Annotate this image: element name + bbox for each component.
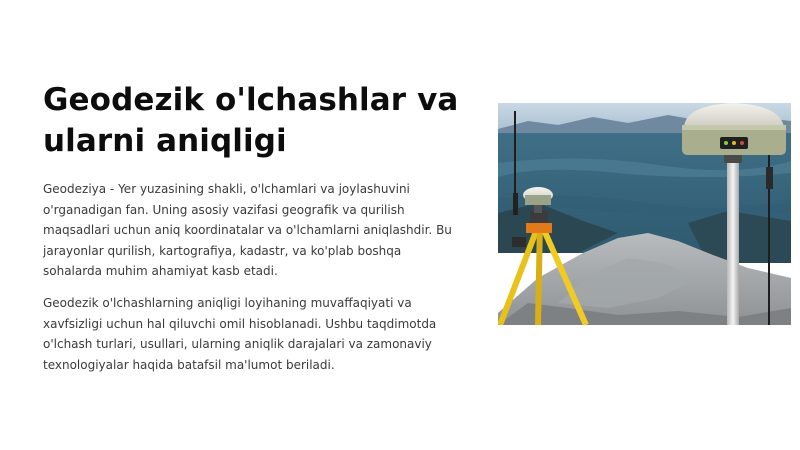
slide-title: Geodezik o'lchashlar va ularni aniqligi [43,82,459,159]
gnss-receiver-photo [498,103,791,325]
accuracy-paragraph: Geodezik o'lchashlarning aniqligi loyihaning muvaffaqiyati va xavfsizligi uchun hal qiluvchi omil hisoblanadi. Ushbu taqdimotda o'lchash turlari, usullari, ularning aniqlik darajalari va zamonaviy texnologiyalar haqida batafsil ma'lumot beriladi. [43,296,437,372]
intro-paragraph: Geodeziya - Yer yuzasining shakli, o'lchamlari va joylashuvini o'rganadigan fan. Uning asosiy vazifasi geografik va qurilish maqsadlari uchun aniq koordinatalar va o'lchamlarni aniqlashdir. Bu jarayonlar qurilish, kartografiya, kadastr, va ko'plab boshqa sohalarda muhim ahamiyat kasb etadi. [43,182,452,278]
